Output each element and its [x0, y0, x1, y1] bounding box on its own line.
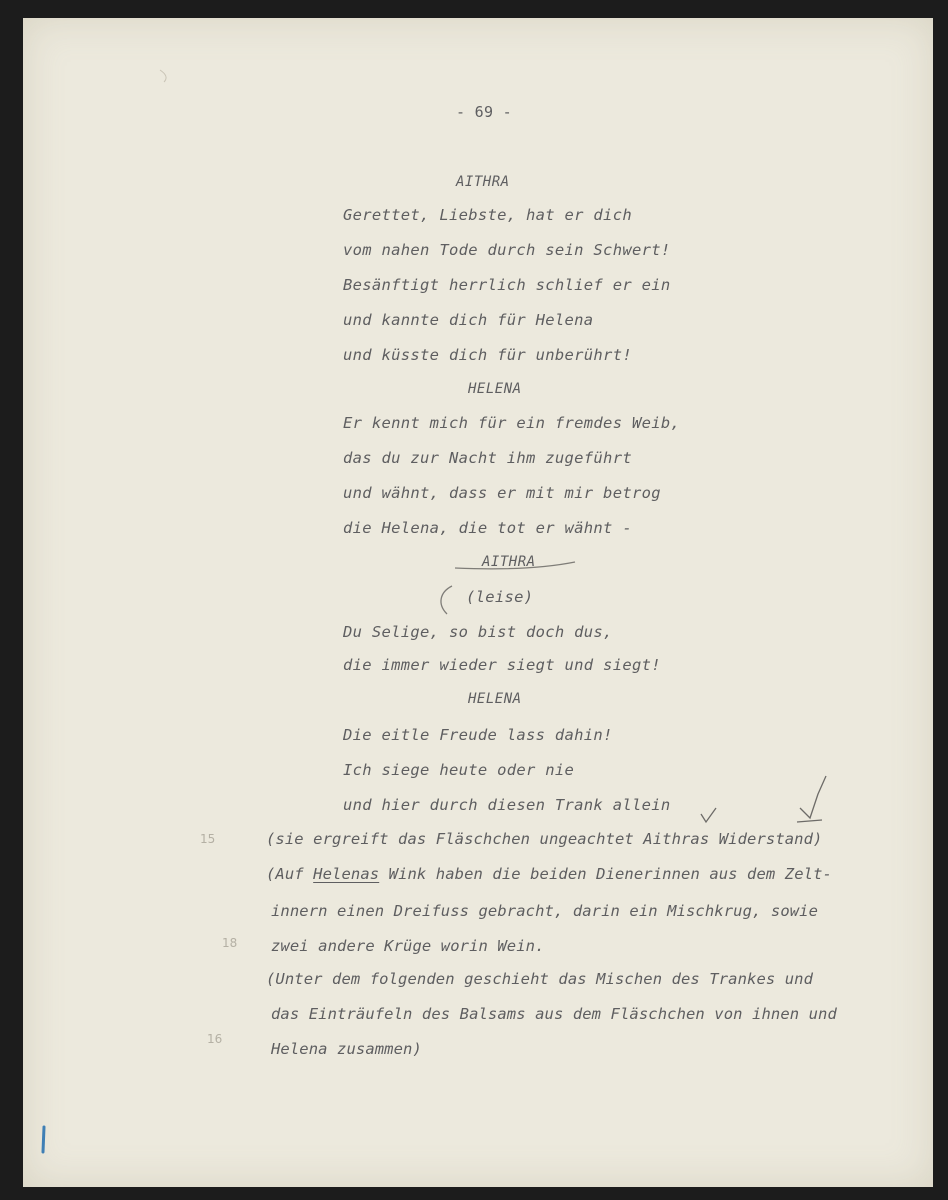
stage-direction: innern einen Dreifuss gebracht, darin ein Mischkrug, sowie [271, 902, 819, 920]
stage-direction [266, 865, 832, 883]
verse-line: Er kennt mich für ein fremdes Weib, [343, 414, 681, 432]
margin-number: 16 [207, 1032, 223, 1046]
speaker-name: HELENA [468, 691, 522, 707]
stage-direction: Helena zusammen) [271, 1040, 422, 1058]
margin-number: 18 [222, 936, 238, 950]
verse-line: die Helena, die tot er wähnt - [343, 519, 632, 537]
verse-line: Gerettet, Liebste, hat er dich [343, 206, 632, 224]
verse-line: die immer wieder siegt und siegt! [343, 656, 661, 674]
stage-direction: (Unter dem folgenden geschieht das Mischen des Trankes und [266, 970, 814, 988]
stage-direction-part: Wink haben die beiden Dienerinnen aus dem Zelt- [379, 865, 832, 883]
speaker-name: HELENA [468, 381, 522, 397]
margin-number: 15 [200, 832, 216, 846]
stage-direction-part: (Auf [266, 865, 314, 883]
verse-line: Du Selige, so bist doch dus, [343, 623, 613, 641]
verse-line: Ich siege heute oder nie [343, 761, 575, 779]
speaker-name: AITHRA [482, 554, 536, 570]
speaker-name: AITHRA [456, 174, 510, 190]
verse-line: und hier durch diesen Trank allein [343, 796, 671, 814]
verse-line: vom nahen Tode durch sein Schwert! [343, 241, 671, 259]
verse-line: und wähnt, dass er mit mir betrog [343, 484, 661, 502]
verse-line: und kannte dich für Helena [343, 311, 594, 329]
page-number: - 69 - [456, 103, 512, 121]
verse-line: das du zur Nacht ihm zugeführt [343, 449, 632, 467]
verse-line: Besänftigt herrlich schlief er ein [343, 276, 671, 294]
verse-line: Die eitle Freude lass dahin! [343, 726, 613, 744]
verse-line: und küsste dich für unberührt! [343, 346, 632, 364]
stage-direction: zwei andere Krüge worin Wein. [271, 937, 545, 955]
stage-direction: (leise) [466, 588, 534, 606]
stage-direction: (sie ergreift das Fläschchen ungeachtet Aithras Widerstand) [266, 830, 823, 848]
stage-direction: das Einträufeln des Balsams aus dem Fläschchen von ihnen und [271, 1005, 837, 1023]
underlined-name: Helenas [313, 865, 380, 883]
